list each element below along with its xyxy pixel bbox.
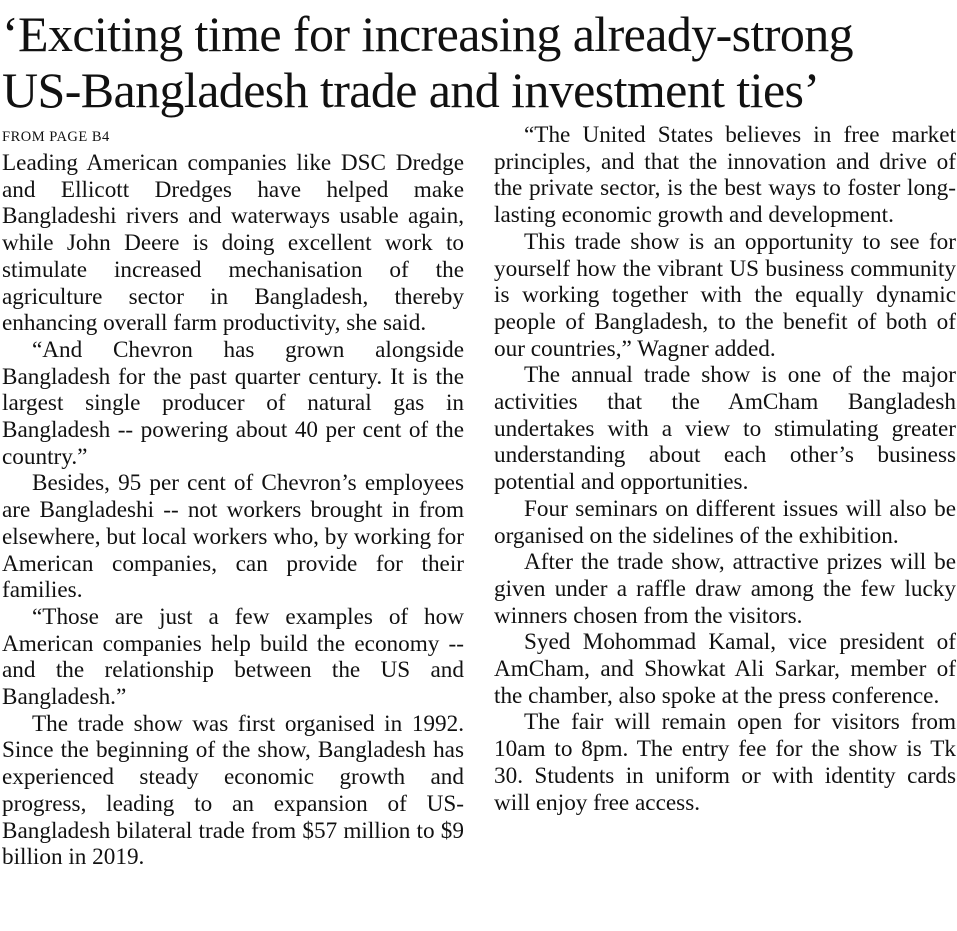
headline-line-2: US-Bangladesh trade and investment ties’ <box>2 62 820 118</box>
paragraph: The annual trade show is one of the major activities that the AmCham Bangladesh undertakes with a view to stimulating greater understanding about each other’s business potential and opportunities. <box>494 362 956 496</box>
paragraph: This trade show is an opportunity to see for yourself how the vibrant US business community is working together with the equally dynamic people of Bangladesh, to the benefit of both of our countries,” Wagner added. <box>494 228 956 362</box>
headline <box>2 6 955 118</box>
paragraph: “And Chevron has grown alongside Bangladesh for the past quarter century. It is the largest single producer of natural gas in Bangladesh -- powering about 40 per cent of the country.” <box>2 336 464 470</box>
paragraph: “Those are just a few examples of how American companies help build the economy -- and the relationship between the US and Bangladesh.” <box>2 603 464 711</box>
headline-line-1: ‘Exciting time for increasing already-strong <box>2 6 854 62</box>
paragraph: After the trade show, attractive prizes will be given under a raffle draw among the few lucky winners chosen from the visitors. <box>494 549 956 629</box>
paragraph: Leading American companies like DSC Dredge and Ellicott Dredges have helped make Bangladeshi rivers and waterways usable again, while John Deere is doing excellent work to stimulate increased mechanisation of the agriculture sector in Bangladesh, thereby enhancing overall farm productivity, she said. <box>2 150 464 337</box>
paragraph: “The United States believes in free market principles, and that the innovation and drive of the private sector, is the best ways to foster long-lasting economic growth and development. <box>494 122 956 229</box>
paragraph: The trade show was first organised in 1992. Since the beginning of the show, Bangladesh has experienced steady economic growth and progress, leading to an expansion of US-Bangladesh bilateral trade from $57 million to $9 billion in 2019. <box>2 710 464 871</box>
left-column <box>2 124 464 871</box>
paragraph: Besides, 95 per cent of Chevron’s employees are Bangladeshi -- not workers brought in from elsewhere, but local workers who, by working for American companies, can provide for their families. <box>2 470 464 604</box>
paragraph: The fair will remain open for visitors from 10am to 8pm. The entry fee for the show is Tk 30. Students in uniform or with identity cards will enjoy free access. <box>494 709 956 816</box>
paragraph: Four seminars on different issues will also be organised on the sidelines of the exhibition. <box>494 495 956 549</box>
right-column <box>494 122 956 816</box>
dateline: FROM PAGE B4 <box>2 129 110 145</box>
paragraph: Syed Mohommad Kamal, vice president of AmCham, and Showkat Ali Sarkar, member of the chamber, also spoke at the press conference. <box>494 629 956 709</box>
